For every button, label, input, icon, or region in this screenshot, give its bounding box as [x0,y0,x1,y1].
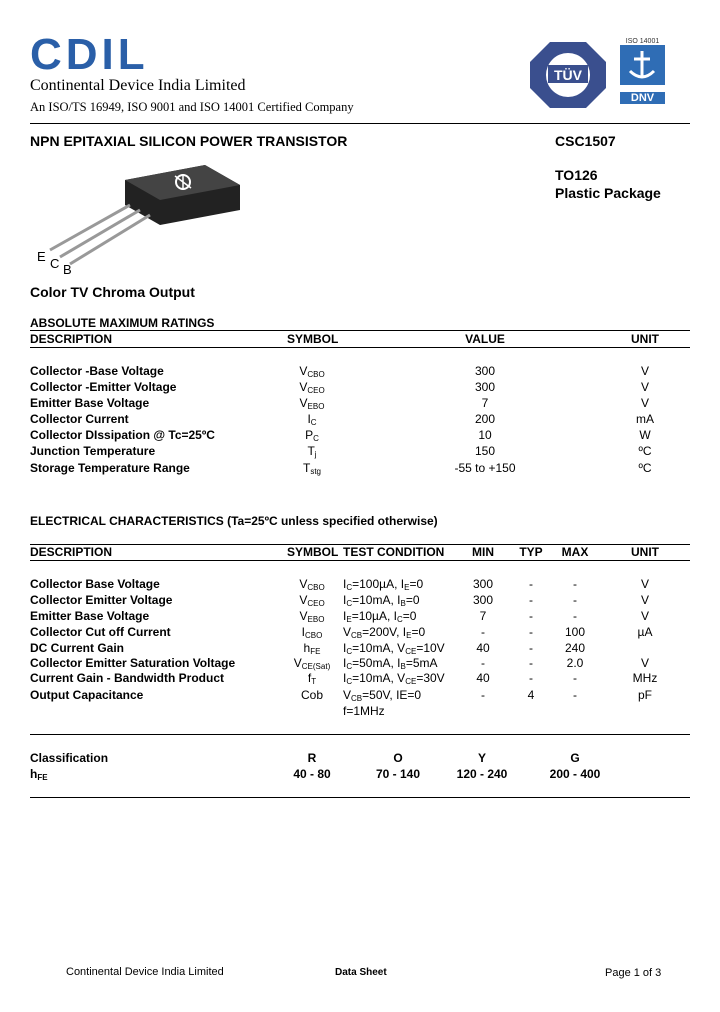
elec-col-description: DESCRIPTION [30,545,113,559]
grade-r: R [307,751,317,765]
elec-row-description: Collector Cut off Current [30,625,171,639]
elec-row-min: - [481,656,485,670]
abs-row-description: Collector -Base Voltage [30,364,164,378]
abs-ratings-heading: ABSOLUTE MAXIMUM RATINGS [30,316,215,330]
part-number: CSC1507 [555,133,616,149]
elec-row-typ: - [529,656,533,670]
elec-row-unit: MHz [632,671,658,685]
elec-row-symbol: $h_{FE}$ [303,641,321,656]
abs-row-description: Collector -Emitter Voltage [30,380,177,394]
pin-label-b: B [63,262,72,277]
cdil-logo: CDIL [30,30,149,79]
elec-row-unit: V [640,656,649,670]
elec-row-condition: $I_C=10mA$, $V_{CE}=10V$ [343,641,445,656]
elec-row-max: - [573,688,577,702]
elec-row-typ: - [529,609,533,623]
elec-row-symbol: $V_{CBO}$ [299,577,325,592]
abs-row-value: -55 to +150 [454,461,516,475]
elec-row-min: - [481,688,485,702]
company-tagline: An ISO/TS 16949, ISO 9001 and ISO 14001 Certified Company [30,100,354,114]
elec-row-symbol: $I_{CBO}$ [301,625,323,640]
abs-row-symbol: $P_C$ [305,428,319,443]
elec-row-unit: V [640,609,649,623]
range-r: 40 - 80 [293,767,331,781]
elec-row-unit: µA [637,625,653,639]
abs-col-unit: UNIT [631,332,659,346]
elec-row-symbol: $V_{EBO}$ [299,609,325,624]
elec-row-condition: $V_{CB}=200V$, $I_E=0$ [343,625,426,640]
abs-top-rule [30,330,690,331]
abs-row-value: 300 [474,380,496,394]
tuv-certification-badge [528,40,608,110]
elec-row-max: - [573,593,577,607]
elec-row-description: Collector Emitter Saturation Voltage [30,656,236,670]
product-type: NPN EPITAXIAL SILICON POWER TRANSISTOR [30,133,348,149]
elec-row-symbol: $f_T$ [307,671,317,686]
range-o: 70 - 140 [375,767,421,781]
grade-o: O [393,751,403,765]
abs-row-symbol: $T_{stg}$ [302,461,321,476]
abs-row-value: 200 [474,412,496,426]
abs-row-description: Storage Temperature Range [30,461,190,475]
abs-row-symbol: $V_{CEO}$ [299,380,325,395]
application-title: Color TV Chroma Output [30,284,195,300]
elec-row-min: 300 [472,577,494,591]
pin-label-c: C [50,256,60,271]
abs-row-value: 10 [478,428,492,442]
elec-row-min: - [481,625,485,639]
elec-row-condition: $I_C=10mA$, $V_{CE}=30V$ [343,671,445,686]
range-y: 120 - 240 [456,767,508,781]
classification-label: Classification [30,751,109,765]
elec-row-description: Output Capacitance [30,688,144,702]
footer-company: Continental Device India Limited [66,966,224,978]
dnv-certification-badge [620,38,665,108]
abs-row-value: 7 [481,396,489,410]
elec-row-typ: 4 [527,688,535,702]
abs-row-symbol: $V_{EBO}$ [299,396,325,411]
elec-col-min: MIN [472,545,494,559]
elec-row-description: DC Current Gain [30,641,125,655]
dnv-label: DNV [620,92,665,104]
abs-col-symbol: SYMBOL [287,332,339,346]
abs-row-symbol: $V_{CBO}$ [299,364,325,379]
abs-row-description: Junction Temperature [30,444,156,458]
abs-col-description: DESCRIPTION [30,332,113,346]
elec-row-max: - [573,609,577,623]
elec-col-symbol: SYMBOL [287,545,339,559]
elec-col-max: MAX [561,545,589,559]
abs-row-unit: W [639,428,651,442]
abs-header-rule [30,347,690,348]
abs-col-value: VALUE [465,332,505,346]
elec-row-symbol: $V_{CEO}$ [299,593,325,608]
abs-row-unit: ºC [638,461,652,475]
abs-row-description: Emitter Base Voltage [30,396,150,410]
elec-row-max: 100 [564,625,586,639]
elec-row-typ: - [529,593,533,607]
elec-col-unit: UNIT [631,545,659,559]
elec-bottom-rule [30,734,690,735]
grade-g: G [570,751,580,765]
elec-row-condition: $I_C=100\mu A$, $I_E=0$ [343,577,424,592]
elec-extra-condition: f=1MHz [343,704,385,718]
abs-row-symbol: $T_j$ [307,444,317,459]
footer-doc-type: Data Sheet [335,967,387,978]
iso14001-label: ISO 14001 [625,38,660,45]
elec-row-unit: V [640,577,649,591]
elec-row-symbol: Cob [300,688,323,702]
elec-row-min: 40 [476,641,490,655]
elec-row-max: 2.0 [566,656,584,670]
elec-row-typ: - [529,577,533,591]
elec-col-test-condition: TEST CONDITION [343,545,445,559]
abs-row-value: 150 [474,444,496,458]
classification-bottom-rule [30,797,690,798]
elec-row-typ: - [529,671,533,685]
elec-row-max: - [573,671,577,685]
elec-row-unit: V [640,593,649,607]
abs-row-symbol: $I_C$ [307,412,317,427]
elec-row-description: Emitter Base Voltage [30,609,150,623]
abs-row-value: 300 [474,364,496,378]
abs-row-unit: V [640,364,649,378]
elec-row-condition: $V_{CB}=50V$, IE=0 [343,688,422,703]
range-g: 200 - 400 [549,767,601,781]
company-name: Continental Device India Limited [30,77,246,94]
elec-heading: ELECTRICAL CHARACTERISTICS (Ta=25ºC unless specified otherwise) [30,514,438,528]
abs-row-unit: V [640,396,649,410]
abs-row-description: Collector Current [30,412,129,426]
anchor-icon [620,45,665,85]
elec-header-rule [30,560,690,561]
elec-row-unit: pF [637,688,652,702]
elec-row-description: Current Gain - Bandwidth Product [30,671,224,685]
pin-label-e: E [37,249,46,264]
abs-row-description: Collector DIssipation @ Tc=25ºC [30,428,215,442]
package-type: Plastic Package [555,185,661,201]
elec-row-max: 240 [564,641,586,655]
elec-row-typ: - [529,625,533,639]
header-divider [30,123,690,124]
abs-row-unit: mA [636,412,654,426]
abs-row-unit: V [640,380,649,394]
elec-row-typ: - [529,641,533,655]
elec-row-description: Collector Emitter Voltage [30,593,173,607]
elec-row-condition: $I_E=10\mu A$, $I_C=0$ [343,609,417,624]
elec-row-condition: $I_C=10mA$, $I_B=0$ [343,593,420,608]
elec-row-min: 7 [479,609,487,623]
grade-y: Y [477,751,486,765]
elec-row-symbol: $V_{CE(Sat)}$ [293,656,331,671]
elec-row-condition: $I_C=50mA$, $I_B=5mA$ [343,656,438,671]
hfe-label: $h_{FE}$ [30,767,48,782]
elec-col-typ: TYP [519,545,543,559]
abs-row-unit: ºC [638,444,652,458]
elec-row-min: 300 [472,593,494,607]
elec-row-min: 40 [476,671,490,685]
elec-row-description: Collector Base Voltage [30,577,160,591]
elec-row-max: - [573,577,577,591]
package-name: TO126 [555,167,598,183]
tuv-label: TÜV [554,67,582,83]
footer-page: Page 1 of 3 [605,967,662,979]
